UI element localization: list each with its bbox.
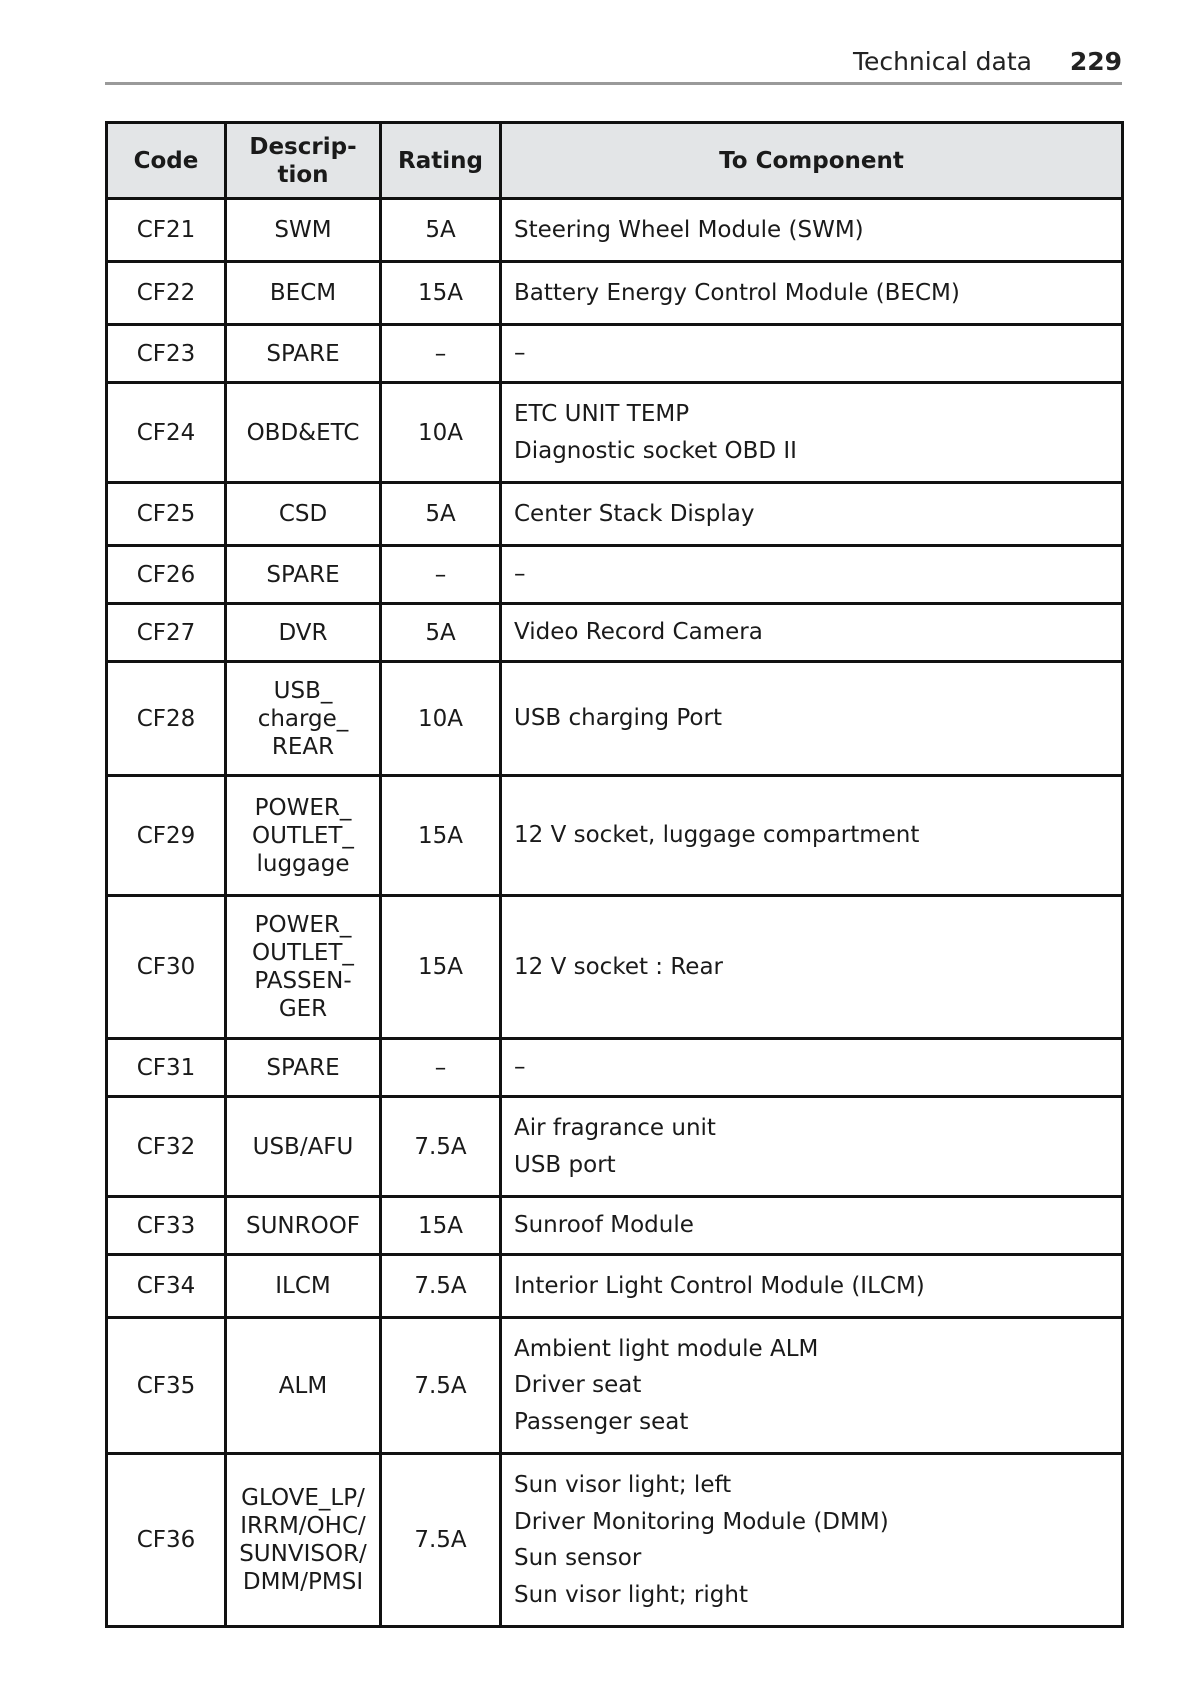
description-line: REAR bbox=[271, 733, 335, 760]
component-line: – bbox=[514, 340, 526, 367]
component-line: USB charging Port bbox=[514, 705, 722, 732]
cell-description bbox=[226, 262, 381, 325]
description-line: OBD&ETC bbox=[246, 419, 360, 446]
component-line: Driver seat bbox=[514, 1372, 642, 1399]
cell-code: CF36 bbox=[107, 1454, 226, 1627]
table-header-row bbox=[107, 123, 1123, 199]
cell-component bbox=[501, 546, 1123, 604]
cell-component bbox=[501, 1454, 1123, 1627]
cell-description bbox=[226, 325, 381, 383]
cell-component bbox=[501, 1039, 1123, 1097]
column-header-code: Code bbox=[107, 123, 226, 199]
component-line: Driver Monitoring Module (DMM) bbox=[514, 1508, 889, 1535]
cell-description bbox=[226, 662, 381, 776]
cell-component bbox=[501, 383, 1123, 483]
description-line: POWER_ bbox=[254, 912, 352, 938]
cell-rating: – bbox=[381, 1039, 501, 1097]
cell-code: CF35 bbox=[107, 1318, 226, 1454]
table-row bbox=[107, 1197, 1123, 1255]
component-line: Passenger seat bbox=[514, 1408, 689, 1435]
description-line: SPARE bbox=[266, 561, 340, 588]
description-line: POWER_ bbox=[254, 794, 352, 821]
component-line: Sun visor light; right bbox=[514, 1581, 748, 1608]
column-header-rating: Rating bbox=[381, 123, 501, 199]
cell-rating: 15A bbox=[381, 896, 501, 1039]
cell-description bbox=[226, 1255, 381, 1318]
cell-code: CF21 bbox=[107, 199, 226, 262]
cell-description bbox=[226, 483, 381, 546]
cell-code: CF26 bbox=[107, 546, 226, 604]
cell-rating: 15A bbox=[381, 1197, 501, 1255]
cell-description bbox=[226, 604, 381, 662]
description-line: GLOVE_LP/ bbox=[241, 1485, 365, 1511]
cell-rating: – bbox=[381, 546, 501, 604]
cell-component bbox=[501, 1318, 1123, 1454]
component-line: Sun sensor bbox=[514, 1545, 642, 1571]
cell-component bbox=[501, 325, 1123, 383]
component-line: – bbox=[514, 561, 526, 588]
component-line: Sun visor light; left bbox=[514, 1472, 732, 1498]
description-line: USB_ bbox=[273, 677, 333, 704]
cell-component bbox=[501, 1197, 1123, 1255]
cell-description bbox=[226, 896, 381, 1039]
cell-rating: 15A bbox=[381, 262, 501, 325]
table-row bbox=[107, 1255, 1123, 1318]
description-line: charge_ bbox=[257, 705, 349, 732]
description-line: SUNVISOR/ bbox=[239, 1541, 367, 1567]
component-line: – bbox=[514, 1054, 526, 1081]
description-line: PASSEN- bbox=[254, 968, 352, 994]
cell-rating: – bbox=[381, 325, 501, 383]
description-line: IRRM/OHC/ bbox=[240, 1513, 366, 1539]
cell-code: CF24 bbox=[107, 383, 226, 483]
description-line: GER bbox=[278, 996, 328, 1022]
component-line: Air fragrance unit bbox=[514, 1115, 716, 1141]
cell-code: CF23 bbox=[107, 325, 226, 383]
table-row bbox=[107, 262, 1123, 325]
cell-rating: 10A bbox=[381, 383, 501, 483]
cell-description bbox=[226, 1318, 381, 1454]
column-header-component: To Component bbox=[501, 123, 1123, 199]
description-line: SPARE bbox=[266, 340, 340, 367]
table-row bbox=[107, 325, 1123, 383]
description-line: DVR bbox=[278, 619, 328, 646]
cell-code: CF32 bbox=[107, 1097, 226, 1197]
cell-component bbox=[501, 199, 1123, 262]
cell-rating: 5A bbox=[381, 199, 501, 262]
cell-component bbox=[501, 483, 1123, 546]
cell-component bbox=[501, 776, 1123, 896]
cell-description bbox=[226, 383, 381, 483]
description-line: OUTLET_ bbox=[252, 940, 354, 966]
table-row bbox=[107, 1454, 1123, 1627]
cell-code: CF28 bbox=[107, 662, 226, 776]
cell-rating: 15A bbox=[381, 776, 501, 896]
component-line: Video Record Camera bbox=[514, 619, 763, 646]
table-row bbox=[107, 604, 1123, 662]
cell-rating: 10A bbox=[381, 662, 501, 776]
cell-component bbox=[501, 662, 1123, 776]
cell-rating: 5A bbox=[381, 483, 501, 546]
component-line: Battery Energy Control Module (BECM) bbox=[514, 279, 960, 306]
table-row bbox=[107, 662, 1123, 776]
component-line: ETC UNIT TEMP bbox=[514, 401, 690, 427]
cell-component bbox=[501, 896, 1123, 1039]
cell-code: CF29 bbox=[107, 776, 226, 896]
cell-description bbox=[226, 1454, 381, 1627]
cell-code: CF31 bbox=[107, 1039, 226, 1097]
cell-description bbox=[226, 1197, 381, 1255]
cell-component bbox=[501, 604, 1123, 662]
description-line: ILCM bbox=[275, 1273, 331, 1299]
description-line: SUNROOF bbox=[245, 1212, 361, 1239]
cell-rating: 5A bbox=[381, 604, 501, 662]
cell-rating: 7.5A bbox=[381, 1318, 501, 1454]
cell-rating: 7.5A bbox=[381, 1255, 501, 1318]
component-line: Sunroof Module bbox=[514, 1212, 694, 1239]
cell-component bbox=[501, 1097, 1123, 1197]
description-line: USB/AFU bbox=[252, 1133, 354, 1160]
cell-code: CF30 bbox=[107, 896, 226, 1039]
cell-code: CF34 bbox=[107, 1255, 226, 1318]
cell-code: CF22 bbox=[107, 262, 226, 325]
column-header-description bbox=[226, 123, 381, 199]
table-row bbox=[107, 199, 1123, 262]
cell-rating: 7.5A bbox=[381, 1454, 501, 1627]
cell-component bbox=[501, 262, 1123, 325]
table-row bbox=[107, 1097, 1123, 1197]
column-header-description-line: tion bbox=[277, 161, 329, 188]
component-line: Center Stack Display bbox=[514, 500, 755, 527]
component-line: Interior Light Control Module (ILCM) bbox=[514, 1272, 925, 1299]
cell-code: CF27 bbox=[107, 604, 226, 662]
fuse-table bbox=[105, 121, 1124, 1628]
component-line: Ambient light module ALM bbox=[514, 1335, 819, 1362]
cell-description bbox=[226, 1097, 381, 1197]
description-line: SPARE bbox=[266, 1054, 340, 1081]
cell-description bbox=[226, 1039, 381, 1097]
cell-description bbox=[226, 776, 381, 896]
table-row bbox=[107, 776, 1123, 896]
cell-rating: 7.5A bbox=[381, 1097, 501, 1197]
cell-code: CF25 bbox=[107, 483, 226, 546]
table-row bbox=[107, 896, 1123, 1039]
table-row bbox=[107, 546, 1123, 604]
cell-description bbox=[226, 546, 381, 604]
description-line: SWM bbox=[274, 217, 332, 243]
description-line: DMM/PMSI bbox=[242, 1569, 364, 1595]
component-line: 12 V socket, luggage compartment bbox=[514, 822, 920, 849]
table-row bbox=[107, 1318, 1123, 1454]
cell-description bbox=[226, 199, 381, 262]
description-line: CSD bbox=[278, 501, 328, 527]
component-line: 12 V socket : Rear bbox=[514, 953, 724, 980]
description-line: ALM bbox=[278, 1372, 328, 1399]
table-row bbox=[107, 1039, 1123, 1097]
description-line: BECM bbox=[269, 280, 337, 306]
cell-component bbox=[501, 1255, 1123, 1318]
column-header-description-line: Descrip- bbox=[249, 133, 357, 160]
section-title: Technical data bbox=[852, 47, 1032, 76]
page-header bbox=[105, 38, 1122, 85]
component-line: Diagnostic socket OBD II bbox=[514, 437, 797, 464]
description-line: luggage bbox=[256, 850, 350, 877]
cell-code: CF33 bbox=[107, 1197, 226, 1255]
table-row bbox=[107, 383, 1123, 483]
description-line: OUTLET_ bbox=[252, 822, 354, 849]
component-line: USB port bbox=[514, 1151, 616, 1178]
table-row bbox=[107, 483, 1123, 546]
page-number: 229 bbox=[1069, 47, 1122, 76]
component-line: Steering Wheel Module (SWM) bbox=[514, 216, 864, 243]
